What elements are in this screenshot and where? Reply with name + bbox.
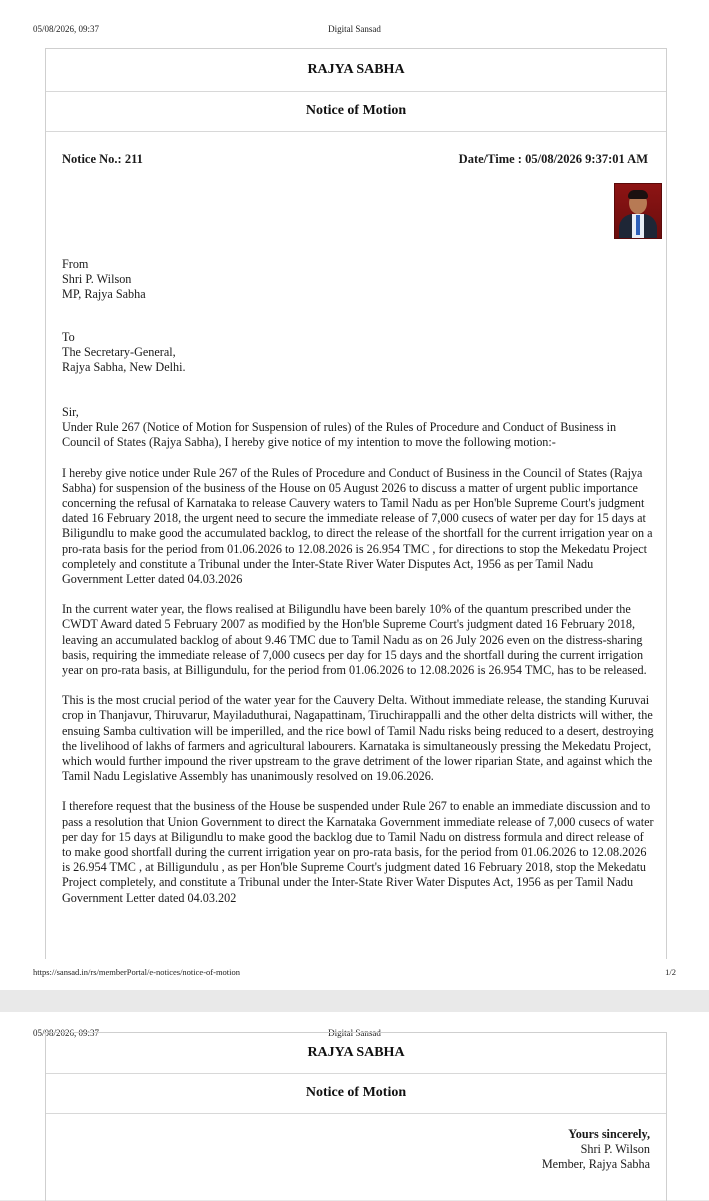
salutation: Sir,: [62, 405, 79, 419]
signoff-closing: Yours sincerely,: [568, 1127, 650, 1141]
signoff-block: [542, 1127, 650, 1173]
paragraph-request: I therefore request that the business of the House be suspended under Rule 267 to enable an immediate discussion and to pass a resolution that Union Government to direct the Karnataka Government immediate release of 7,000 cusecs of water per day for 15 days at Biligundlu to make good the backlog due to Tamil Nadu on distress formula and direct release of to make good shortfall during the current irrigation year on pro-rata basis, for the period from 01.06.2026 to 12.08.2026 is 26.954 TMC , at Billigundulu , as per Hon'ble Supreme Court's judgment dated 16 February 2018, stop the Mekedatu Project completely, and constitute a Tribunal under the Inter-State River Water Disputes Act, 1956 as per Tamil Nadu Government Letter dated 04.03.202: [62, 799, 654, 905]
notice-number: Notice No.: 211: [62, 152, 143, 166]
house-title: RAJYA SABHA: [46, 49, 666, 92]
member-photo-icon: [614, 183, 662, 239]
paragraph-water-year: In the current water year, the flows realised at Biligundlu have been barely 10% of the quantum prescribed under the CWDT Award dated 5 February 2007 as modified by the Hon'ble Supreme Court's judgment dated 16 February 2018, leaving an accumulated backlog of about 9.46 TMC due to Tamil Nadu as on 26 July 2026 even on the distress-sharing basis, requiring the immediate release of 7,000 cusecs per day for 15 days and the shortfall during the current irrigation year on pro-rata basis, at Billigundulu, for the period from 01.06.2026 to 12.08.2026 is 26.954 TMC, has to be released.: [62, 602, 647, 678]
footer-url: https://sansad.in/rs/memberPortal/e-notices/notice-of-motion: [33, 967, 241, 977]
to-line-1: The Secretary-General,: [62, 345, 176, 360]
from-label: From: [62, 257, 89, 271]
notice-meta-row: [62, 152, 648, 170]
print-header: [0, 22, 709, 36]
from-designation: MP, Rajya Sabha: [62, 287, 146, 302]
notice-frame: [45, 1032, 667, 1201]
to-line-2: Rajya Sabha, New Delhi.: [62, 360, 186, 375]
to-block: [62, 330, 656, 376]
to-label: To: [62, 330, 75, 344]
footer-page-number: 1/2: [665, 967, 676, 977]
signoff-name: Shri P. Wilson: [580, 1142, 650, 1157]
notice-frame: [45, 48, 667, 959]
paragraph-intro: Under Rule 267 (Notice of Motion for Suspension of rules) of the Rules of Procedure and Conduct of Business in Council of States (Rajya Sabha), I hereby give notice of my intention to move the following motion:-: [62, 420, 617, 450]
print-site-title: Digital Sansad: [328, 1028, 381, 1038]
print-timestamp: 05/08/2026, 09:37: [33, 24, 100, 34]
notice-datetime: Date/Time : 05/08/2026 9:37:01 AM: [458, 152, 648, 166]
house-title: RAJYA SABHA: [46, 1033, 666, 1074]
print-timestamp: 05/08/2026, 09:37: [33, 1028, 100, 1038]
doc-type-title: Notice of Motion: [46, 91, 666, 132]
letter-body: [62, 405, 656, 906]
print-site-title: Digital Sansad: [328, 24, 381, 34]
paragraph-delta: This is the most crucial period of the water year for the Cauvery Delta. Without immediate release, the standing Kuruvai crop in Thanjavur, Thiruvarur, Mayiladuthurai, Nagapattinam, Tiruchirappalli and the other delta districts will wither, the ensuing Samba cultivation will be imperilled, and the rice bowl of Tamil Nadu risks being reduced to a desert, destroying the livelihood of lakhs of farmers and agricultural labourers. Karnataka is simultaneously pressing the Mekedatu Project, which would further impound the river upstream to the grave detriment of the lower riparian State, and against which the Tamil Nadu Legislative Assembly has unanimously resolved on 19.06.2026.: [62, 693, 654, 784]
paragraph-notice: I hereby give notice under Rule 267 of the Rules of Procedure and Conduct of Business in the Council of States (Rajya Sabha) for suspension of the business of the House on 05 August 2026 to discuss a matter of urgent public importance concerning the refusal of Karnataka to release Cauvery waters to Tamil Nadu as per Hon'ble Supreme Court's judgment dated 16 February 2018, the urgent need to secure the immediate release of 7,000 cusecs of water per day for 15 days at Biligundlu to make good the accumulated backlog, to direct the release of the shortfall for the current irrigation year on a pro-rata basis for the period from 01.06.2026 to 12.08.2026 is 26.954 TMC , for directions to stop the Mekedatu Project completely and constitute a Tribunal under the Inter-State River Water Disputes Act, 1956 as per Tamil Nadu Government Letter dated 04.03.2026: [62, 465, 653, 587]
doc-type-title: Notice of Motion: [46, 1073, 666, 1114]
signoff-designation: Member, Rajya Sabha: [541, 1157, 650, 1172]
print-page-2: [0, 1012, 709, 1200]
from-name: Shri P. Wilson: [62, 272, 132, 287]
print-footer: [0, 966, 709, 980]
from-block: [62, 257, 656, 303]
